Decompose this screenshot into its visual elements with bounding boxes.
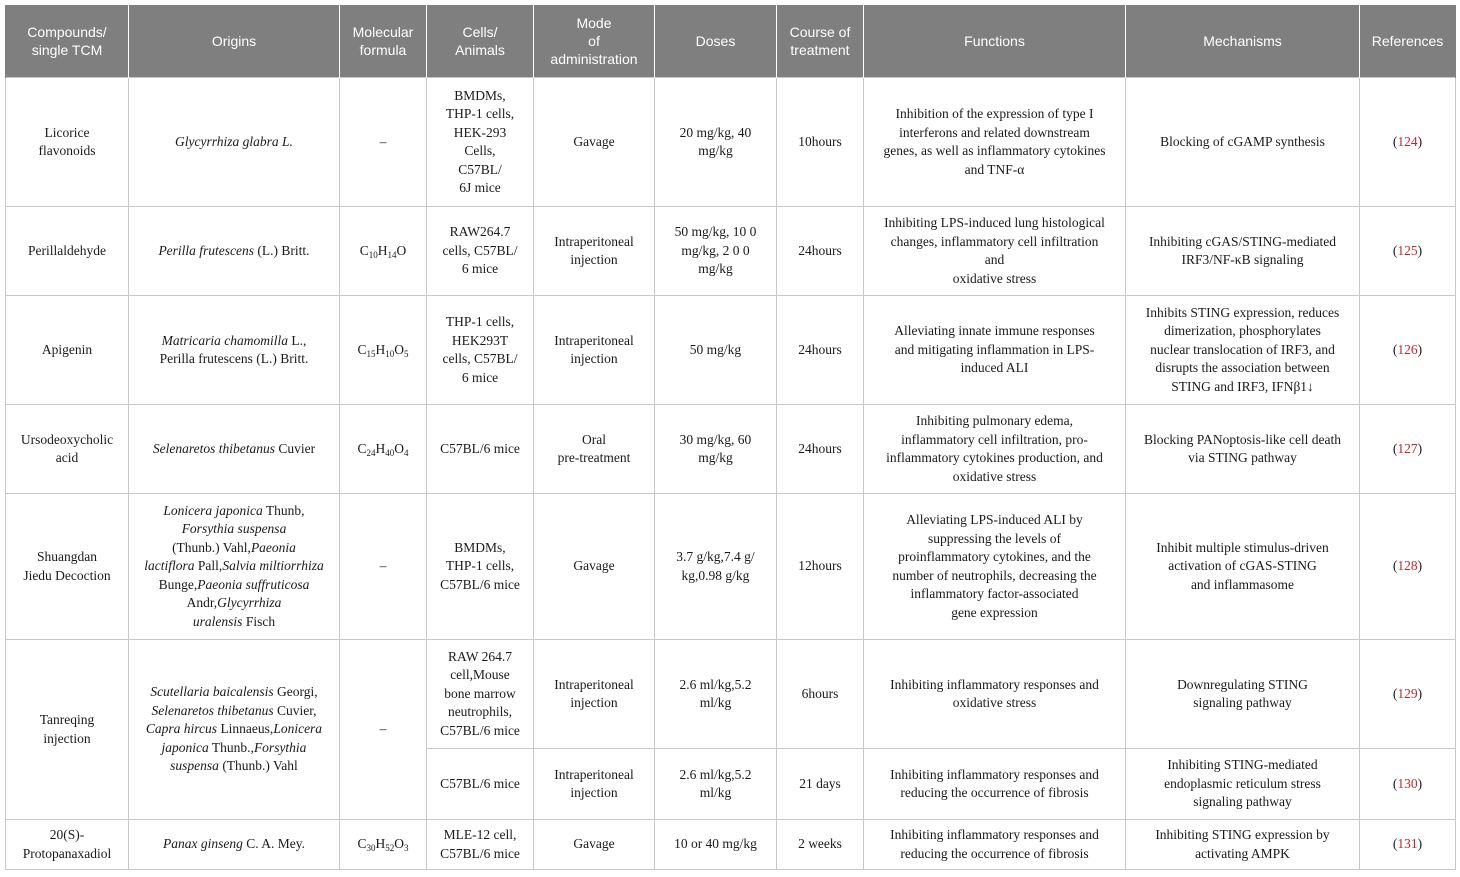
compound-cell: Apigenin xyxy=(6,296,129,405)
formula-cell: $C_{15}H_{10}O_5$ xyxy=(340,296,427,405)
tcm-sting-table xyxy=(5,5,1456,870)
course-cell: 10hours xyxy=(777,78,864,207)
mode-cell: Intraperitoneal injection xyxy=(534,749,655,820)
mode-cell: Gavage xyxy=(534,494,655,640)
table-row xyxy=(6,494,1456,640)
doses-cell: 20 mg/kg, 40 mg/kg xyxy=(655,78,777,207)
reference-link[interactable]: 130 xyxy=(1397,775,1418,791)
formula-cell: – xyxy=(340,78,427,207)
cells-cell: C57BL/6 mice xyxy=(427,749,534,820)
course-cell: 24hours xyxy=(777,207,864,296)
functions-cell: Alleviating LPS-induced ALI by suppressing the levels of proinflammatory cytokines, and the number of neutrophils, decreasing the inflammatory factor-associated gene expression xyxy=(864,494,1126,640)
mode-cell: Oral pre-treatment xyxy=(534,405,655,494)
mechanisms-cell: Blocking PANoptosis-like cell death via STING pathway xyxy=(1126,405,1360,494)
reference-link[interactable]: 131 xyxy=(1397,836,1418,852)
cells-cell: BMDMs, THP-1 cells, HEK-293 Cells, C57BL/ 6J mice xyxy=(427,78,534,207)
origin-cell: Panax ginseng C. A. Mey. xyxy=(129,820,340,870)
col-functions: Functions xyxy=(864,5,1126,78)
col-origins: Origins xyxy=(129,5,340,78)
doses-cell: 2.6 ml/kg,5.2 ml/kg xyxy=(655,749,777,820)
doses-cell: 2.6 ml/kg,5.2 ml/kg xyxy=(655,640,777,749)
compound-cell: Ursodeoxycholic acid xyxy=(6,405,129,494)
mechanisms-cell: Inhibiting STING-mediated endoplasmic reticulum stress signaling pathway xyxy=(1126,749,1360,820)
table-row xyxy=(6,820,1456,870)
mechanisms-cell: Inhibiting STING expression by activating AMPK xyxy=(1126,820,1360,870)
reference-cell: (124) xyxy=(1360,78,1456,207)
course-cell: 24hours xyxy=(777,405,864,494)
cells-cell: MLE-12 cell, C57BL/6 mice xyxy=(427,820,534,870)
reference-cell: (129) xyxy=(1360,640,1456,749)
functions-cell: Inhibition of the expression of type I interferons and related downstream genes, as well as inflammatory cytokines and TNF-α xyxy=(864,78,1126,207)
origin-cell: Glycyrrhiza glabra L. xyxy=(129,78,340,207)
reference-cell: (128) xyxy=(1360,494,1456,640)
course-cell: 12hours xyxy=(777,494,864,640)
doses-cell: 3.7 g/kg,7.4 g/ kg,0.98 g/kg xyxy=(655,494,777,640)
course-cell: 6hours xyxy=(777,640,864,749)
mechanisms-cell: Inhibits STING expression, reduces dimerization, phosphorylates nuclear translocation of IRF3, and disrupts the association between STING and IRF3, IFNβ1↓ xyxy=(1126,296,1360,405)
formula-cell: – xyxy=(340,640,427,820)
functions-cell: Inhibiting LPS-induced lung histological changes, inflammatory cell infiltration and oxidative stress xyxy=(864,207,1126,296)
reference-cell: (130) xyxy=(1360,749,1456,820)
reference-cell: (125) xyxy=(1360,207,1456,296)
mode-cell: Intraperitoneal injection xyxy=(534,640,655,749)
table-row xyxy=(6,405,1456,494)
col-cells: Cells/ Animals xyxy=(427,5,534,78)
functions-cell: Inhibiting pulmonary edema, inflammatory cell infiltration, pro- inflammatory cytokines production, and oxidative stress xyxy=(864,405,1126,494)
mechanisms-cell: Inhibit multiple stimulus-driven activation of cGAS-STING and inflammasome xyxy=(1126,494,1360,640)
functions-cell: Alleviating innate immune responses and mitigating inflammation in LPS- induced ALI xyxy=(864,296,1126,405)
compound-cell: Licorice flavonoids xyxy=(6,78,129,207)
formula-cell: $C_{24}H_{40}O_4$ xyxy=(340,405,427,494)
doses-cell: 10 or 40 mg/kg xyxy=(655,820,777,870)
header-row xyxy=(6,5,1456,78)
origin-cell: Selenaretos thibetanus Cuvier xyxy=(129,405,340,494)
col-course: Course of treatment xyxy=(777,5,864,78)
col-doses: Doses xyxy=(655,5,777,78)
reference-cell: (127) xyxy=(1360,405,1456,494)
col-mode: Mode of administration xyxy=(534,5,655,78)
course-cell: 24hours xyxy=(777,296,864,405)
reference-link[interactable]: 126 xyxy=(1397,341,1418,357)
reference-link[interactable]: 129 xyxy=(1397,685,1418,701)
formula-cell: $C_{30}H_{52}O_3$ xyxy=(340,820,427,870)
mode-cell: Gavage xyxy=(534,78,655,207)
mode-cell: Intraperitoneal injection xyxy=(534,207,655,296)
origin-cell: Perilla frutescens (L.) Britt. xyxy=(129,207,340,296)
cells-cell: THP-1 cells, HEK293T cells, C57BL/ 6 mice xyxy=(427,296,534,405)
functions-cell: Inhibiting inflammatory responses and reducing the occurrence of fibrosis xyxy=(864,820,1126,870)
table-row xyxy=(6,640,1456,749)
doses-cell: 50 mg/kg xyxy=(655,296,777,405)
compound-cell: Tanreqing injection xyxy=(6,640,129,820)
mechanisms-cell: Downregulating STING signaling pathway xyxy=(1126,640,1360,749)
reference-link[interactable]: 127 xyxy=(1397,440,1418,456)
mode-cell: Intraperitoneal injection xyxy=(534,296,655,405)
course-cell: 2 weeks xyxy=(777,820,864,870)
col-compound: Compounds/ single TCM xyxy=(6,5,129,78)
table-row xyxy=(6,78,1456,207)
cells-cell: BMDMs, THP-1 cells, C57BL/6 mice xyxy=(427,494,534,640)
table-row xyxy=(6,296,1456,405)
mode-cell: Gavage xyxy=(534,820,655,870)
formula-cell: $C_{10}H_{14}O$ xyxy=(340,207,427,296)
compound-cell: 20(S)- Protopanaxadiol xyxy=(6,820,129,870)
table-row xyxy=(6,207,1456,296)
col-formula: Molecular formula xyxy=(340,5,427,78)
reference-cell: (126) xyxy=(1360,296,1456,405)
compound-cell: Perillaldehyde xyxy=(6,207,129,296)
doses-cell: 50 mg/kg, 10 0 mg/kg, 2 0 0 mg/kg xyxy=(655,207,777,296)
course-cell: 21 days xyxy=(777,749,864,820)
doses-cell: 30 mg/kg, 60 mg/kg xyxy=(655,405,777,494)
formula-cell: – xyxy=(340,494,427,640)
mechanisms-cell: Inhibiting cGAS/STING-mediated IRF3/NF-κB signaling xyxy=(1126,207,1360,296)
functions-cell: Inhibiting inflammatory responses and oxidative stress xyxy=(864,640,1126,749)
origin-cell: Lonicera japonica Thunb, Forsythia suspensa (Thunb.) Vahl,Paeonia lactiflora Pall,Salvia miltiorrhiza Bunge,Paeonia suffruticosa Andr,Glycyrrhiza uralensis Fisch xyxy=(129,494,340,640)
functions-cell: Inhibiting inflammatory responses and reducing the occurrence of fibrosis xyxy=(864,749,1126,820)
col-mechanisms: Mechanisms xyxy=(1126,5,1360,78)
compound-cell: Shuangdan Jiedu Decoction xyxy=(6,494,129,640)
reference-link[interactable]: 128 xyxy=(1397,558,1418,574)
col-references: References xyxy=(1360,5,1456,78)
cells-cell: C57BL/6 mice xyxy=(427,405,534,494)
cells-cell: RAW264.7 cells, C57BL/ 6 mice xyxy=(427,207,534,296)
cells-cell: RAW 264.7 cell,Mouse bone marrow neutrophils, C57BL/6 mice xyxy=(427,640,534,749)
reference-link[interactable]: 125 xyxy=(1397,242,1418,258)
mechanisms-cell: Blocking of cGAMP synthesis xyxy=(1126,78,1360,207)
reference-cell: (131) xyxy=(1360,820,1456,870)
reference-link[interactable]: 124 xyxy=(1397,133,1418,149)
origin-cell: Scutellaria baicalensis Georgi, Selenaretos thibetanus Cuvier, Capra hircus Linnaeus,Lonicera japonica Thunb.,Forsythia suspensa (Thunb.) Vahl xyxy=(129,640,340,820)
origin-cell: Matricaria chamomilla L., Perilla frutescens (L.) Britt. xyxy=(129,296,340,405)
